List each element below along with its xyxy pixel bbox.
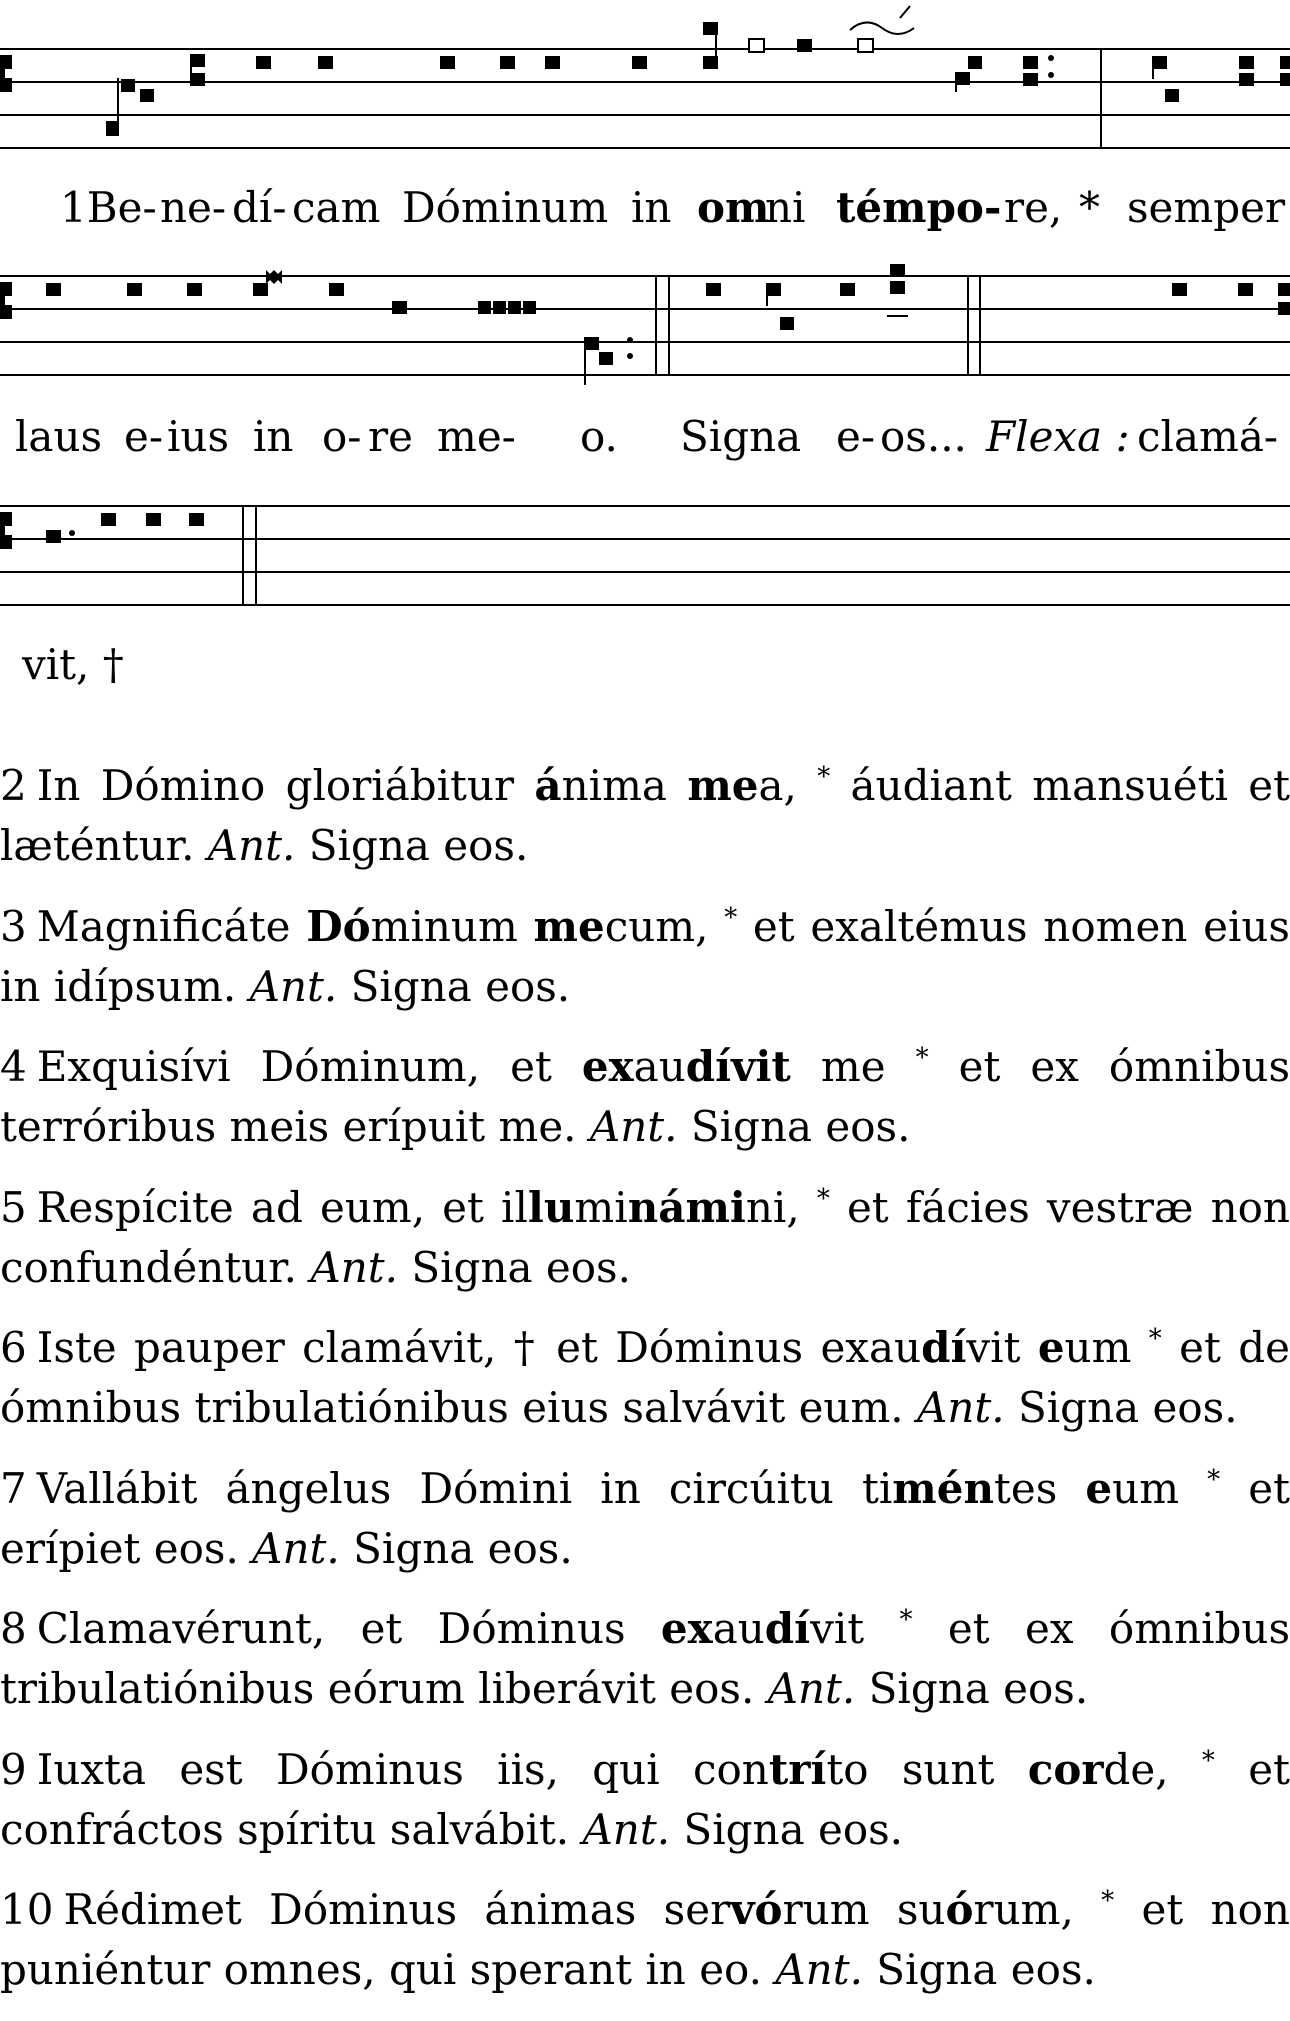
asterisk-mark: * [816,1183,830,1214]
verse-number: 6 [0,1323,27,1372]
staff-system-1 [0,0,1290,160]
verse-text: Signa eos. [677,1102,911,1151]
asterisk-mark: * [1207,1464,1221,1495]
syllable: * [1079,183,1100,232]
neumes-line-1 [106,6,1290,136]
syllable: témpo- [836,183,1002,232]
verse-text: In Dómino gloriábitur [36,761,535,810]
verse-text: mi [574,1182,628,1232]
psalm-verse [0,756,1290,876]
asterisk-mark: * [1201,1745,1215,1776]
syllable: o- [322,412,362,461]
syllable: in [253,412,294,461]
syllable: 1Be- [60,183,157,232]
verse-text: cor [1027,1744,1104,1794]
psalm-verse [0,1037,1290,1157]
verse-number: 7 [0,1463,27,1513]
verse-text: de, [1103,1744,1202,1794]
verse-text: ó [945,1885,974,1934]
verse-text: Exquisívi Dóminum, et [36,1042,582,1091]
verse-text: Dó [306,901,371,951]
asterisk-mark: * [899,1605,913,1635]
psalm-verse [0,897,1290,1017]
verse-text: trí [768,1744,827,1794]
staff-1-svg [0,0,1290,160]
c-clef-icon [0,55,12,92]
verse-text: minum [370,901,534,951]
verse-text: cum, [604,901,725,951]
verse-text: lu [527,1182,575,1232]
antiphon-label: Ant. [252,1523,340,1573]
syllable: dí- [232,183,287,232]
psalm-verses [0,756,1290,2021]
syllable: Flexa : [986,412,1130,461]
verse-text: áudiant mansuéti et læténtur. [0,761,1290,870]
verse-text: Signa eos. [337,961,571,1011]
verse-text: Vallábit ángelus Dómini in circúitu ti [36,1463,893,1513]
verse-text: tes [993,1463,1086,1513]
c-clef-icon [0,282,12,319]
syllable: o. [580,412,618,461]
asterisk-mark: * [1148,1324,1162,1354]
verse-text: dívit [685,1042,791,1091]
psalm-verse [0,1740,1290,1860]
syllable: e- [836,412,876,461]
psalm-verse [0,1880,1290,2000]
verse-text: to sunt [826,1744,1028,1794]
verse-text: á [534,761,562,810]
syllable: Dóminum [402,183,609,232]
syllable: om [697,183,770,232]
verse-text: Rédimet Dóminus ánimas ser [63,1885,731,1934]
syllable: ni [765,183,806,232]
syllable: laus [15,412,103,461]
verse-text: rum, [973,1885,1102,1934]
verse-number: 3 [0,901,27,951]
verse-text: e [1085,1463,1113,1513]
verse-text: et exaltémus nomen eius in idípsum. [0,901,1290,1011]
verse-number: 2 [0,761,27,810]
verse-text: me [687,761,759,810]
verse-text: au [633,1042,686,1091]
verse-text: ex [581,1042,634,1091]
psalm-verse [0,1318,1290,1438]
verse-text: ni, [745,1182,817,1232]
lyrics-line-2 [0,407,1290,467]
verse-text: Iuxta est Dóminus iis, qui con [36,1744,769,1794]
verse-text: et fácies vestræ non confundéntur. [0,1182,1290,1292]
verse-text: dí [921,1323,967,1372]
staff-system-2 [0,240,1290,400]
syllable: e- [124,412,164,461]
antiphon-label: Ant. [917,1383,1005,1432]
asterisk-mark: * [915,1043,929,1073]
verse-text: Signa eos. [855,1664,1089,1713]
syllable: me- [437,412,516,461]
antiphon-label: Ant. [207,821,296,870]
verse-text: et non puniéntur omnes, qui sperant in eo. [0,1885,1290,1994]
antiphon-label: Ant. [310,1242,398,1292]
verse-text: me [790,1042,916,1091]
verse-text: um [1112,1463,1208,1513]
verse-text: Signa eos. [398,1242,631,1292]
verse-text: et ex ómnibus terróribus meis erípuit me. [0,1042,1290,1151]
verse-number: 5 [0,1182,27,1232]
lyrics-line-3 [0,635,1290,695]
syllable: clamá- [1137,412,1279,461]
syllable: re [368,412,413,461]
c-clef-icon [0,512,12,549]
psalm-verse [0,1599,1290,1719]
verse-text: et ex ómnibus tribulatiónibus eórum liberávit eos. [0,1604,1290,1713]
verse-text: vit [966,1323,1038,1372]
verse-text: vó [730,1885,783,1934]
verse-text: et de ómnibus tribulatiónibus eius salvávit eum. [0,1323,1290,1432]
verse-text: vit [810,1604,900,1653]
verse-text: dí [764,1604,811,1653]
verse-text: Signa eos. [295,821,529,870]
syllable: vit, † [22,640,124,689]
staff-3-svg [0,480,1290,620]
verse-text: et erípiet eos. [0,1463,1290,1573]
syllable: ius [167,412,230,461]
verse-text: Iste pauper clamávit, † et Dóminus exau [36,1323,922,1372]
antiphon-label: Ant. [775,1945,863,1994]
verse-text: Magnificáte [36,901,307,951]
verse-text: námi [627,1182,746,1232]
verse-text: et confráctos spíritu salvábit. [0,1744,1290,1854]
syllable: cam [292,183,381,232]
syllable: semper [1127,183,1286,232]
verse-text: e [1037,1323,1065,1372]
syllable: re, [1004,183,1063,232]
syllable: ne- [160,183,227,232]
asterisk-mark: * [817,762,831,792]
verse-text: Signa eos. [862,1945,1096,1994]
staff-system-3 [0,480,1290,620]
verse-text: me [533,901,605,951]
antiphon-label: Ant. [582,1804,671,1854]
staff-2-svg [0,240,1290,400]
verse-text: au [712,1604,765,1653]
syllable: os... [880,412,967,461]
verse-text: Signa eos. [1004,1383,1238,1432]
antiphon-label: Ant. [249,961,338,1011]
verse-text: rum su [782,1885,946,1934]
antiphon-label: Ant. [589,1102,678,1151]
asterisk-mark: * [1101,1886,1115,1916]
verse-number: 9 [0,1744,27,1794]
psalm-verse [0,1459,1290,1579]
verse-number: 8 [0,1604,27,1653]
verse-text: ex [660,1604,713,1653]
antiphon-label: Ant. [767,1664,856,1713]
verse-text: Signa eos. [339,1523,573,1573]
verse-text: mén [892,1463,994,1513]
asterisk-mark: * [724,902,738,933]
verse-text: Clamavérunt, et Dóminus [36,1604,661,1653]
verse-text: um [1064,1323,1149,1372]
verse-text: Signa eos. [670,1804,904,1854]
syllable: in [631,183,672,232]
lyrics-line-1 [0,178,1290,238]
psalm-verse [0,1178,1290,1298]
verse-number: 10 [0,1885,54,1934]
verse-number: 4 [0,1042,27,1091]
syllable: Signa [680,412,802,461]
verse-text: a, [758,761,818,810]
verse-text: Respícite ad eum, et il [36,1182,528,1232]
verse-text: nima [561,761,688,810]
